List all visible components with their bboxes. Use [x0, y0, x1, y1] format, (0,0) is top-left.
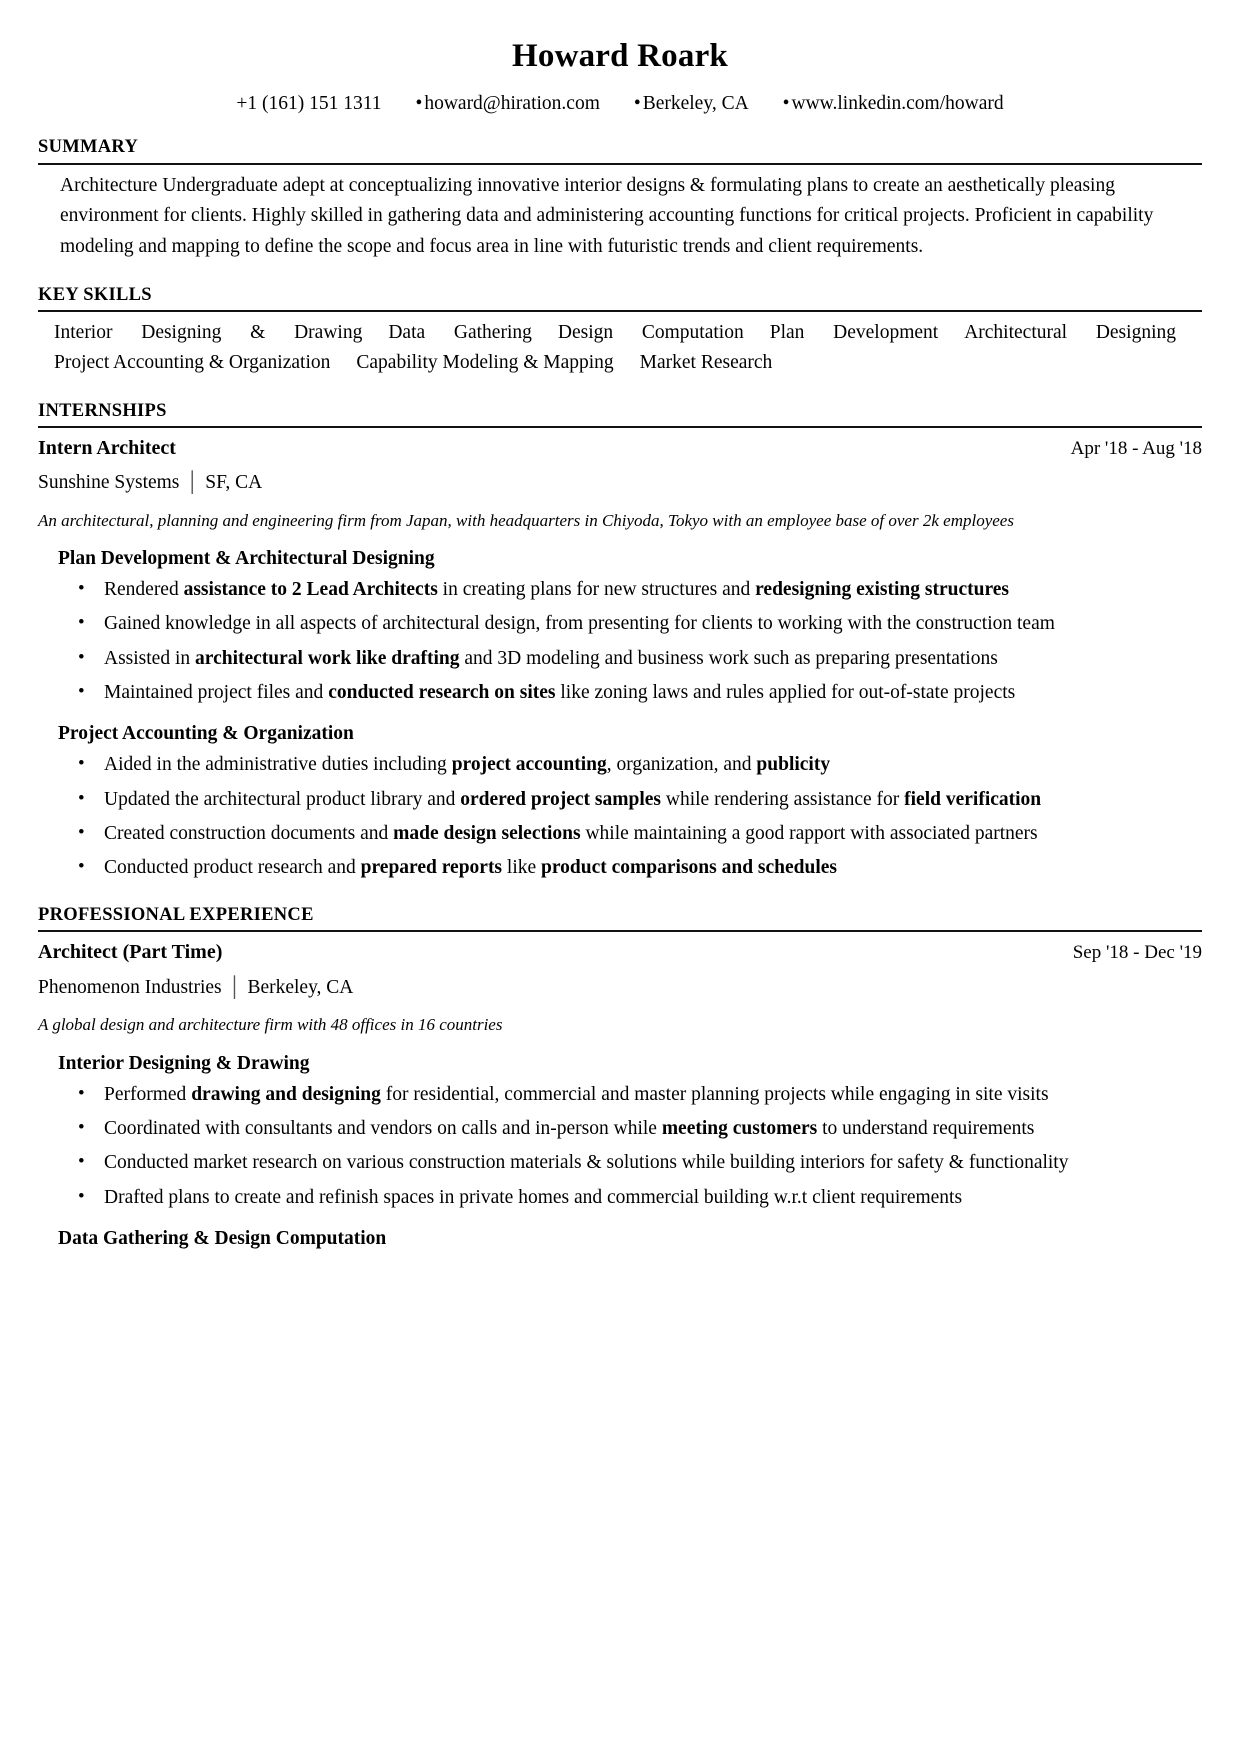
bullet-highlight: redesigning existing structures — [755, 579, 1009, 601]
bullet-highlight: project accounting — [451, 754, 607, 776]
bullet-highlight: ordered project samples — [460, 788, 662, 810]
contact-item[interactable] — [416, 93, 600, 114]
bullet-text: Conducted product research and — [104, 857, 361, 879]
bullet-text: in creating plans for new structures and — [437, 579, 756, 601]
summary-text: Architecture Undergraduate adept at conceptualizing innovative interior designs & formulating plans to create an aesthetically pleasing environment for clients. Highly skilled in gathering data and administering accounting functions for critical projects. Proficient in capability modeling and mapping to define the scope and focus area in line with futuristic trends and client requirements. — [60, 174, 1154, 258]
bullet-text: while rendering assistance for — [661, 788, 905, 810]
bullet-text: to understand requirements — [817, 1118, 1035, 1140]
bullet-text: Gained knowledge in all aspects of architectural design, from presenting for clients to working with the construction team — [104, 613, 1055, 635]
bullet-item — [72, 819, 1202, 849]
bullet-highlight: conducted research on sites — [328, 681, 556, 703]
bullet-item — [72, 750, 1202, 780]
entry-location: Berkeley, CA — [247, 977, 354, 999]
bullet-dot-icon: • — [782, 92, 790, 114]
bullet-text: and 3D modeling and business work such as preparing presentations — [459, 647, 998, 669]
contact-text: +1 (161) 151 1311 — [236, 92, 382, 114]
bullet-item — [72, 575, 1202, 605]
bullet-text: Assisted in — [104, 647, 196, 669]
bullet-highlight: product comparisons and schedules — [541, 857, 838, 879]
bullet-group-title: Data Gathering & Design Computation — [58, 1227, 387, 1249]
entry-dates: Apr '18 - Aug '18 — [1070, 437, 1202, 459]
entry-location: SF, CA — [205, 472, 263, 494]
section-divider — [38, 426, 1202, 428]
entry-company-description: An architectural, planning and engineering firm from Japan, with headquarters in Chiyoda, Tokyo with an employee base of over 2k employees — [38, 510, 1014, 530]
bullet-item — [72, 853, 1202, 883]
pipe-separator-icon: │ — [185, 472, 200, 494]
entry-company-description: A global design and architecture firm with 48 offices in 16 countries — [38, 1015, 503, 1035]
bullet-list — [38, 575, 1202, 708]
bullet-text: Aided in the administrative duties including — [104, 754, 452, 776]
pipe-separator-icon: │ — [227, 977, 242, 999]
section-title-summary: SUMMARY — [38, 137, 139, 158]
key-skill-item: Market Research — [639, 352, 773, 374]
bullet-text: , organization, and — [606, 754, 757, 776]
bullet-item — [72, 1183, 1202, 1213]
bullet-highlight: made design selections — [393, 822, 581, 844]
bullet-item — [72, 644, 1202, 674]
internships-entries — [38, 435, 1202, 884]
candidate-name: Howard Roark — [512, 38, 728, 74]
key-skill-item: Project Accounting & Organization — [54, 352, 331, 374]
key-skill-item: Architectural Designing — [964, 322, 1176, 344]
bullet-text: like — [502, 857, 542, 879]
bullet-group-title: Project Accounting & Organization — [58, 723, 354, 745]
bullet-item — [72, 609, 1202, 639]
bullet-list — [38, 1080, 1202, 1213]
key-skill-item: Data Gathering — [388, 322, 532, 344]
bullet-text: Drafted plans to create and refinish spaces in private homes and commercial building w.r.t client requirements — [104, 1186, 963, 1208]
entry-job-title: Intern Architect — [38, 436, 176, 459]
key-skill-item: Plan Development — [769, 322, 939, 344]
section-internships — [38, 400, 1202, 884]
contact-text: howard@hiration.com — [424, 92, 600, 114]
bullet-text: Performed — [104, 1083, 192, 1105]
bullet-text: Updated the architectural product library and — [104, 788, 461, 810]
bullet-highlight: drawing and designing — [191, 1083, 381, 1105]
bullet-text: Created construction documents and — [104, 822, 394, 844]
entry-header — [38, 435, 1202, 462]
professional-experience-entries — [38, 939, 1202, 1251]
bullet-text: Rendered — [104, 579, 184, 601]
bullet-text: like zoning laws and rules applied for out-of-state projects — [555, 681, 1016, 703]
bullet-highlight: prepared reports — [360, 857, 503, 879]
bullet-text: while maintaining a good rapport with associated partners — [580, 822, 1038, 844]
bullet-dot-icon: • — [633, 92, 641, 114]
entry-company: Sunshine Systems — [38, 472, 180, 494]
experience-entry — [38, 939, 1202, 1251]
contact-item[interactable] — [236, 93, 381, 114]
key-skill-item: Interior Designing & Drawing — [54, 322, 363, 344]
bullet-list — [38, 750, 1202, 883]
contact-text: www.linkedin.com/howard — [791, 92, 1004, 114]
bullet-highlight: publicity — [756, 754, 831, 776]
bullet-item — [72, 1148, 1202, 1178]
section-divider — [38, 930, 1202, 932]
section-professional-experience — [38, 904, 1202, 1251]
bullet-highlight: meeting customers — [661, 1118, 818, 1140]
bullet-item — [72, 1114, 1202, 1144]
bullet-item — [72, 785, 1202, 815]
entry-header — [38, 939, 1202, 966]
bullet-group-title: Interior Designing & Drawing — [58, 1052, 310, 1074]
section-divider — [38, 310, 1202, 312]
section-title-key-skills: KEY SKILLS — [38, 284, 152, 305]
key-skills-list — [38, 318, 1202, 378]
section-divider — [38, 163, 1202, 165]
contact-item[interactable] — [783, 93, 1004, 114]
bullet-text: for residential, commercial and master planning projects while engaging in site visits — [380, 1083, 1049, 1105]
entry-company-location — [38, 975, 1202, 1001]
bullet-dot-icon: • — [415, 92, 423, 114]
entry-dates: Sep '18 - Dec '19 — [1072, 942, 1202, 964]
contact-row — [38, 92, 1202, 115]
resume-header — [38, 38, 1202, 115]
bullet-highlight: assistance to 2 Lead Architects — [183, 579, 438, 601]
entry-job-title: Architect (Part Time) — [38, 941, 223, 964]
section-title-internships: INTERNSHIPS — [38, 400, 167, 421]
bullet-item — [72, 678, 1202, 708]
bullet-text: Conducted market research on various construction materials & solutions while building interiors for safety & functionality — [104, 1152, 1069, 1174]
bullet-text: Coordinated with consultants and vendors on calls and in-person while — [104, 1118, 662, 1140]
section-summary — [38, 136, 1202, 263]
bullet-highlight: field verification — [904, 788, 1042, 810]
section-title-professional-experience: PROFESSIONAL EXPERIENCE — [38, 905, 314, 926]
bullet-highlight: architectural work like drafting — [195, 647, 460, 669]
key-skill-item: Capability Modeling & Mapping — [356, 352, 614, 374]
experience-entry — [38, 435, 1202, 884]
bullet-group-title: Plan Development & Architectural Designing — [58, 547, 435, 569]
contact-text: Berkeley, CA — [642, 92, 749, 114]
bullet-item — [72, 1080, 1202, 1110]
key-skill-item: Design Computation — [557, 322, 744, 344]
contact-item[interactable] — [634, 93, 749, 114]
section-key-skills — [38, 284, 1202, 379]
entry-company-location — [38, 470, 1202, 496]
bullet-text: Maintained project files and — [104, 681, 329, 703]
entry-company: Phenomenon Industries — [38, 977, 222, 999]
